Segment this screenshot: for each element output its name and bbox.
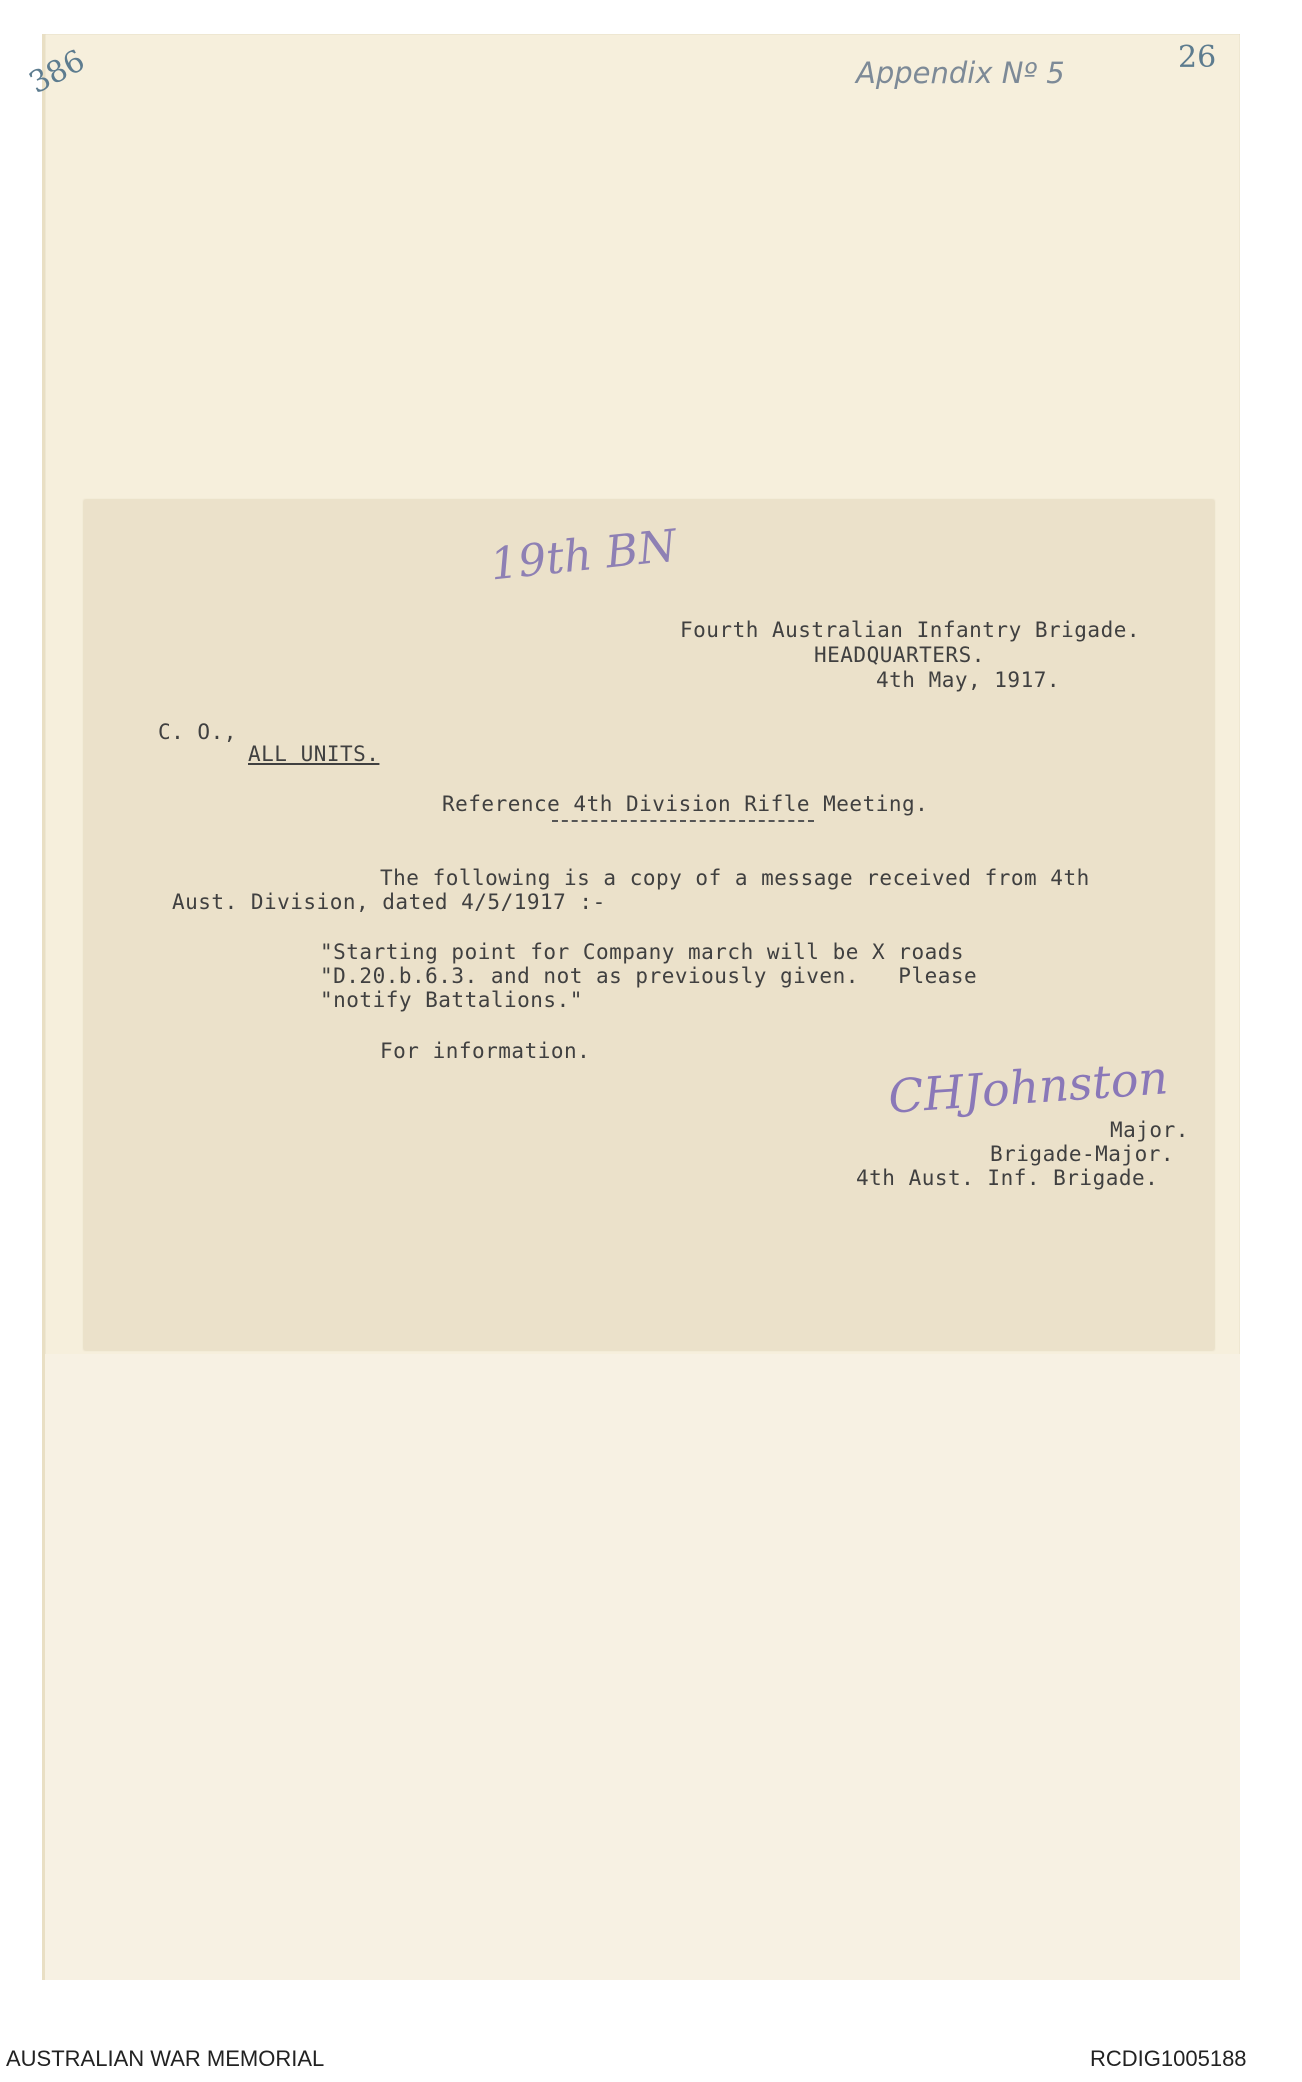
headquarters-heading: HEADQUARTERS. (814, 643, 985, 667)
folio-number-left: 386 (23, 43, 91, 101)
body-line-2: Aust. Division, dated 4/5/1917 :- (172, 890, 606, 914)
folio-number-right: 26 (1178, 40, 1217, 75)
footer-institution: AUSTRALIAN WAR MEMORIAL (6, 2046, 325, 2071)
subject-underline (552, 820, 814, 822)
appendix-label: Appendix Nº 5 (856, 56, 1065, 90)
signatory-rank: Major. (1110, 1118, 1189, 1142)
quote-line-2: "D.20.b.6.3. and not as previously given. Please (320, 964, 978, 988)
subject-line: Reference 4th Division Rifle Meeting. (442, 792, 929, 816)
sheet-lower-area (45, 1354, 1240, 1980)
body-line-1: The following is a copy of a message received from 4th (380, 866, 1090, 890)
for-information: For information. (380, 1039, 591, 1063)
addressee-all-units: ALL UNITS. (248, 742, 380, 766)
signatory-unit: 4th Aust. Inf. Brigade. (856, 1166, 1159, 1190)
quote-line-1: "Starting point for Company march will be X roads (320, 940, 965, 964)
footer-item-id: RCDIG1005188 (1090, 2046, 1247, 2071)
handwritten-signature: CHJohnston (886, 1050, 1170, 1124)
addressee-co: C. O., (158, 720, 237, 744)
brigade-heading: Fourth Australian Infantry Brigade. (680, 618, 1141, 642)
signatory-role: Brigade-Major. (990, 1142, 1175, 1166)
unit-stamp: 19th BN (487, 520, 679, 591)
memo-date: 4th May, 1917. (876, 668, 1061, 692)
quote-line-3: "notify Battalions." (320, 988, 583, 1012)
